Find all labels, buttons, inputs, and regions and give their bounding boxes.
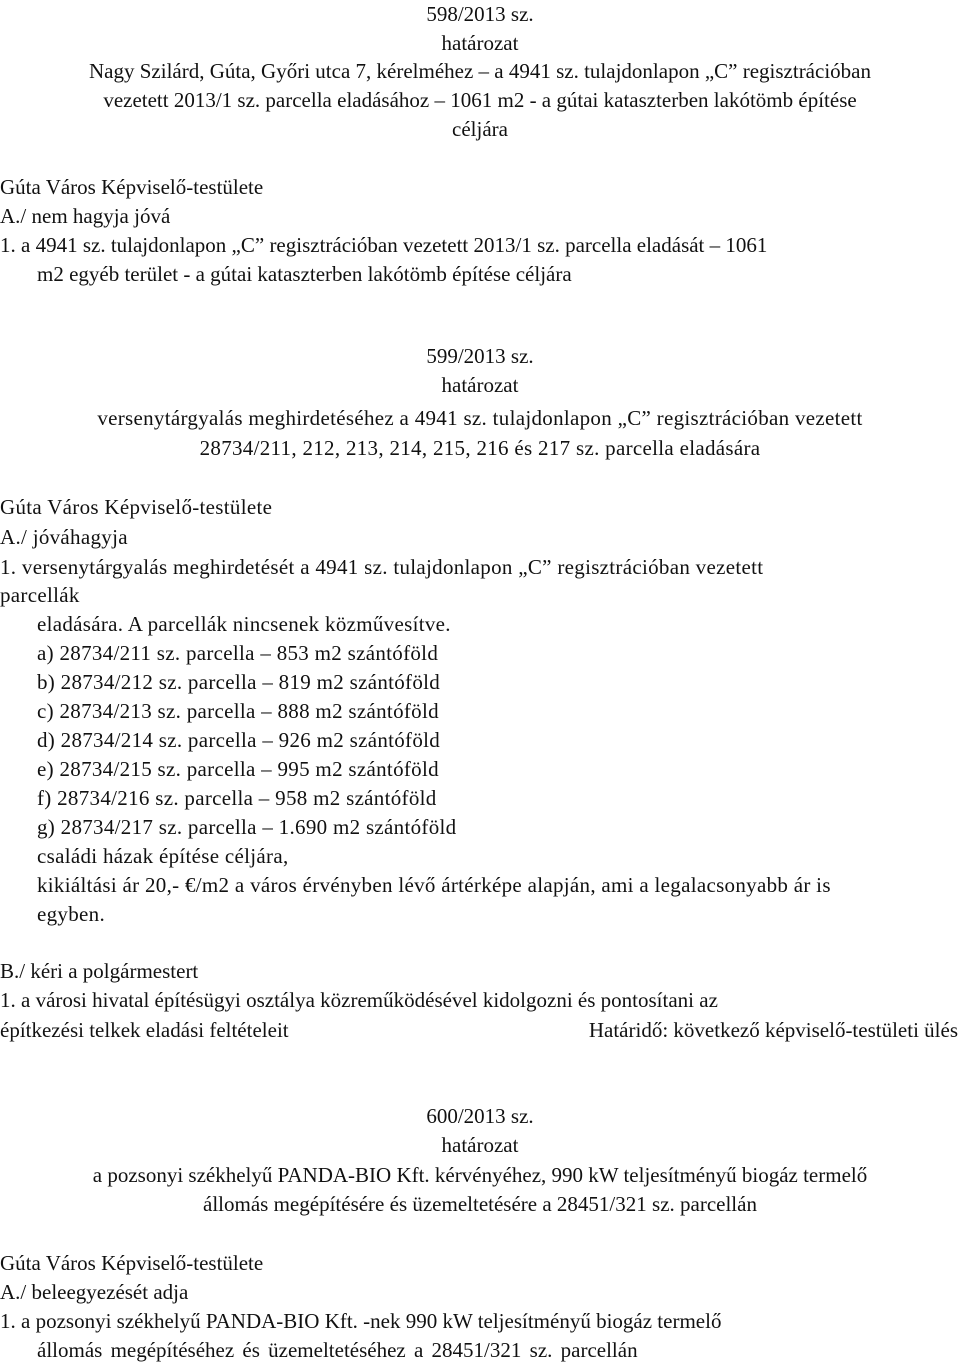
price-text: egyben. [37, 902, 105, 926]
decision-item: 1. a 4941 sz. tulajdonlapon „C” regisztrációban vezetett 2013/1 sz. parcella eladását – 1061 [0, 233, 768, 257]
list-item: e) 28734/215 sz. parcella – 995 m2 szántóföld [37, 757, 439, 781]
list-item: b) 28734/212 sz. parcella – 819 m2 szántóföld [37, 670, 441, 694]
subject-line: 28734/211, 212, 213, 214, 215, 216 és 217 sz. parcella eladására [199, 436, 761, 460]
list-item: d) 28734/214 sz. parcella – 926 m2 szántóföld [37, 728, 441, 752]
subject-line: állomás megépítésére és üzemeltetésére a 28451/321 sz. parcellán [203, 1192, 757, 1216]
council-name: Gúta Város Képviselő-testülete [0, 495, 273, 519]
council-name: Gúta Város Képviselő-testülete [0, 1251, 264, 1275]
decision-item: 1. versenytárgyalás meghirdetését a 4941 sz. tulajdonlapon „C” regisztrációban vezetett [0, 555, 764, 579]
decision-item: 1. a városi hivatal építésügyi osztálya közreműködésével kidolgozni és pontosítani az [0, 988, 718, 1012]
decision-item: 1. a pozsonyi székhelyű PANDA-BIO Kft. -nek 990 kW teljesítményű biogáz termelő [0, 1309, 722, 1333]
list-item: f) 28734/216 sz. parcella – 958 m2 szántóföld [37, 786, 437, 810]
decision-item: állomás megépítéséhez és üzemeltetéséhez a 28451/321 sz. parcellán [37, 1338, 638, 1362]
resolution-number: 599/2013 sz. [426, 344, 534, 368]
list-item: a) 28734/211 sz. parcella – 853 m2 szántóföld [37, 641, 439, 665]
deadline-text: Határidő: következő képviselő-testületi ülés [588, 1018, 958, 1042]
decision-item: építkezési telkek eladási feltételeit [0, 1018, 289, 1042]
subject-line: céljára [452, 117, 508, 141]
subject-line: versenytárgyalás meghirdetéséhez a 4941 sz. tulajdonlapon „C” regisztrációban vezetett [97, 406, 863, 430]
resolution-number: 598/2013 sz. [426, 2, 534, 26]
subject-line: vezetett 2013/1 sz. parcella eladásához – 1061 m2 - a gútai kataszterben lakótömb építése [103, 88, 857, 112]
price-text: kikiáltási ár 20,- €/m2 a város érvényben lévő ártérképe alapján, ami a legalacsonyabb ár is [37, 873, 831, 897]
decision-item: eladására. A parcellák nincsenek közművesítve. [37, 612, 451, 636]
resolution-heading: határozat [441, 31, 519, 55]
purpose-text: családi házak építése céljára, [37, 844, 289, 868]
list-item: g) 28734/217 sz. parcella – 1.690 m2 szántóföld [37, 815, 457, 839]
subject-line: a pozsonyi székhelyű PANDA-BIO Kft. kérvényéhez, 990 kW teljesítményű biogáz termelő [92, 1163, 868, 1187]
list-item: c) 28734/213 sz. parcella – 888 m2 szántóföld [37, 699, 439, 723]
subject-line: Nagy Szilárd, Gúta, Győri utca 7, kérelméhez – a 4941 sz. tulajdonlapon „C” regisztrációban [89, 59, 871, 83]
resolution-heading: határozat [441, 1133, 519, 1157]
resolution-number: 600/2013 sz. [426, 1104, 534, 1128]
section-a-heading: A./ jóváhagyja [0, 525, 128, 549]
section-b-heading: B./ kéri a polgármestert [0, 959, 199, 983]
section-a-heading: A./ nem hagyja jóvá [0, 204, 171, 228]
section-a-heading: A./ beleegyezését adja [0, 1280, 189, 1304]
resolution-heading: határozat [441, 373, 519, 397]
decision-item: parcellák [0, 583, 80, 607]
decision-item: m2 egyéb terület - a gútai kataszterben lakótömb építése céljára [37, 262, 572, 286]
council-name: Gúta Város Képviselő-testülete [0, 175, 264, 199]
